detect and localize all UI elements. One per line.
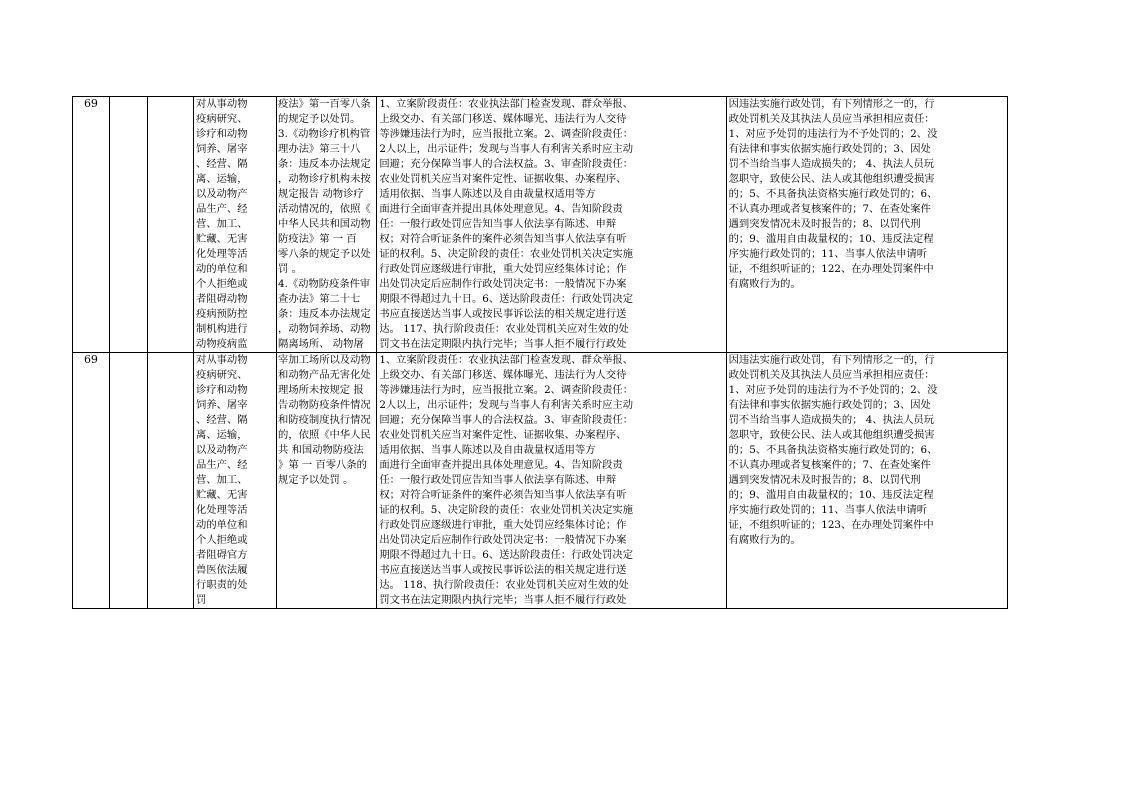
empty-cell — [147, 353, 193, 609]
penalty-table — [72, 96, 1008, 609]
accountability-cell — [726, 353, 1007, 609]
accountability-cell — [726, 97, 1007, 353]
responsibility-cell — [377, 97, 726, 353]
responsibility-cell — [377, 353, 726, 609]
empty-cell — [109, 97, 147, 353]
subject-cell — [194, 97, 277, 353]
legal-basis-cell — [277, 353, 377, 609]
table-row — [73, 353, 1008, 609]
empty-cell — [147, 97, 193, 353]
row-number: 69 — [83, 353, 98, 366]
row-number: 69 — [83, 97, 98, 110]
legal-basis-text: 宰加工场所以及动物 和动物产品无害化处 理场所未按规定 报 告动物防疫条件情况 和防疫制度执行情况 的，依照《中华人民 共 和国动物防疫法 》第 一 百零八条的 规定予以处罚 。 — [278, 354, 371, 486]
responsibility-text: 1、立案阶段责任：农业执法部门检查发现、群众举报、 上级交办、有关部门移送、媒体曝光、违法行为人交待 等涉嫌违法行为时，应当报批立案。2、调查阶段责任： 2人以上，出示证件；发现与当事人有利害关系时应主动 回避；充分保障当事人的合法权益。3、审查阶段责任： 农业处罚机关应当对案件定性、证据收集、办案程序、 适用依据、当事人陈述以及自由裁量权适用等方 面进行全面审查并提出具体处理意见。4、告知阶段责 任：一般行政处罚应告知当事人依法享有陈述、申辩 权；对符合听证条件的案件必须告知当事人依法享有听 证的权利。5、决定阶段的责任：农业处罚机关决定实施 行政处罚应逐级进行审批，重大处罚应经集体讨论；作 出处罚决定后应制作行政处罚决定书：一般情况下办案 期限不得超过九十日。6、送达阶段责任：行政处罚决定 书应直接送达当事人或按民事诉讼法的相关规定进行送 达。 117、执行阶段责任：农业处罚机关应对生效的处 罚文书在法定期限内执行完毕；当事人拒不履行行政处 — [379, 98, 634, 350]
row-number-cell — [73, 97, 110, 353]
subject-text: 对从事动物 疫病研究、 诊疗和动物 饲养、屠宰 、经营、隔 离、运输， 以及动物产 品生产、经 营、加工、 贮藏、无害 化处理等活 动的单位和 个人拒绝或 者阻碍动物 疫病预防控 制机构进行 动物疫病监 — [196, 98, 248, 350]
row-number-cell — [73, 353, 110, 609]
responsibility-text: 1、立案阶段责任：农业执法部门检查发现、群众举报、 上级交办、有关部门移送、媒体曝光、违法行为人交待 等涉嫌违法行为时，应当报批立案。2、调查阶段责任： 2人以上，出示证件；发现与当事人有利害关系时应主动 回避；充分保障当事人的合法权益。3、审查阶段责任： 农业处罚机关应当对案件定性、证据收集、办案程序、 适用依据、当事人陈述以及自由裁量权适用等方 面进行全面审查并提出具体处理意见。4、告知阶段责 任：一般行政处罚应告知当事人依法享有陈述、申辩 权；对符合听证条件的案件必须告知当事人依法享有听 证的权利。5、决定阶段的责任：农业处罚机关决定实施 行政处罚应逐级进行审批，重大处罚应经集体讨论；作 出处罚决定后应制作行政处罚决定书：一般情况下办案 期限不得超过九十日。6、送达阶段责任：行政处罚决定 书应直接送达当事人或按民事诉讼法的相关规定进行送 达。 118、执行阶段责任：农业处罚机关应对生效的处 罚文书在法定期限内执行完毕；当事人拒不履行行政处 — [379, 354, 634, 606]
legal-basis-text: 疫法》第一百零八条 的规定予以处罚。 3.《动物诊疗机构管 理办法》第三十八 条：违反本办法规定 ，动物诊疗机构未按 规定报告 动物诊疗 活动情况的，依照《 中华人民共和国动物 防疫法》第 一 百 零八条的规定予以处 罚 。 4.《动物防疫条件审 查办法》第二十七 条：违反本办法规定 ，动物饲养场、动物 隔离场所、 动物屠 — [278, 98, 371, 350]
subject-text: 对从事动物 疫病研究、 诊疗和动物 饲养、屠宰 、经营、隔 离、运输， 以及动物产 品生产、经 营、加工、 贮藏、无害 化处理等活 动的单位和 个人拒绝或 者阻碍官方 兽医依法履 行职责的处 罚 — [196, 354, 248, 606]
subject-cell — [194, 353, 277, 609]
table-row — [73, 97, 1008, 353]
legal-basis-cell — [277, 97, 377, 353]
accountability-text: 因违法实施行政处罚，有下列情形之一的，行 政处罚机关及其执法人员应当承担相应责任： 1、对应予处罚的违法行为不予处罚的；2、没 有法律和事实依据实施行政处罚的；3、因处 罚不当给当事人造成损失的； 4、执法人员玩 忽职守，致使公民、法人或其他组织遭受损害 的；5、不具备执法资格实施行政处罚的；6、 不认真办理或者复核案件的；7、在查处案件 遇到突发情况未及时报告的；8、以罚代刑 的；9、滥用自由裁量权的；10、违反法定程 序实施行政处罚的；11、当事人依法申请听 证，不组织听证的；123、在办理处罚案件中 有腐败行为的。 — [728, 354, 938, 546]
empty-cell — [109, 353, 147, 609]
accountability-text: 因违法实施行政处罚，有下列情形之一的，行 政处罚机关及其执法人员应当承担相应责任： 1、对应予处罚的违法行为不予处罚的；2、没 有法律和事实依据实施行政处罚的；3、因处 罚不当给当事人造成损失的； 4、执法人员玩 忽职守，致使公民、法人或其他组织遭受损害 的；5、不具备执法资格实施行政处罚的；6、 不认真办理或者复核案件的；7、在查处案件 遇到突发情况未及时报告的；8、以罚代刑 的；9、滥用自由裁量权的；10、违反法定程 序实施行政处罚的；11、当事人依法申请听 证，不组织听证的；122、在办理处罚案件中 有腐败行为的。 — [728, 98, 938, 290]
